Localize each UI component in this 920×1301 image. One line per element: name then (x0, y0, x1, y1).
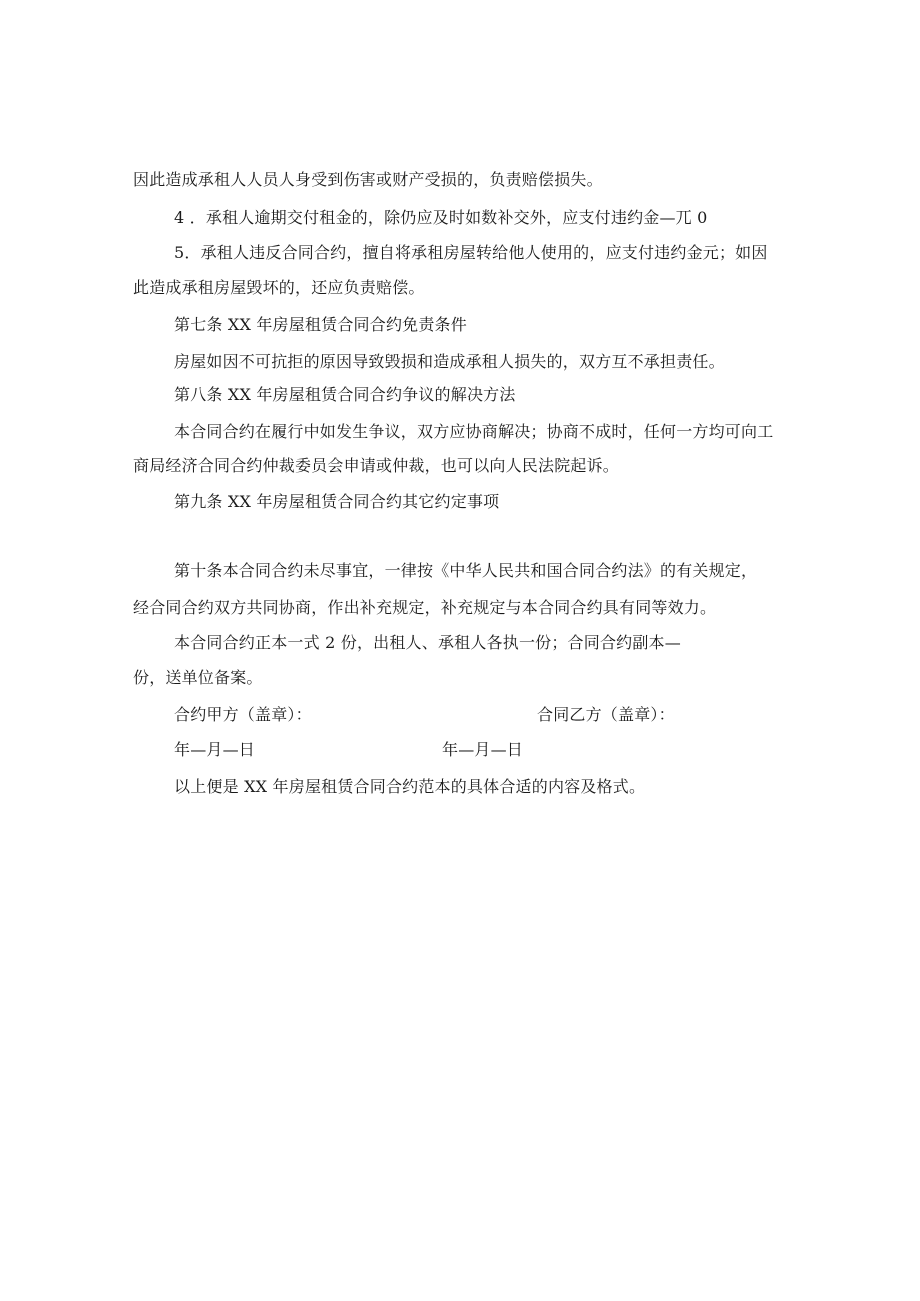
article-8-body-line-2: 商局经济合同合约仲裁委员会申请或仲裁，也可以向人民法院起诉。 (133, 456, 620, 475)
signature-party-a: 合约甲方（盖章）： (174, 705, 312, 724)
signature-party-b: 合同乙方（盖章）： (537, 705, 675, 724)
article-8-heading: 第八条 XX 年房屋租赁合同合约争议的解决方法 (174, 385, 516, 404)
date-party-b: 年—月—日 (442, 740, 524, 759)
clause-5-sublet-line-1: 5．承租人违反合同合约，擅自将承租房屋转给他人使用的，应支付违约金元；如因 (174, 243, 768, 262)
copies-line-1: 本合同合约正本一式 2 份，出租人、承租人各执一份；合同合约副本— (174, 633, 681, 652)
copies-line-2: 份，送单位备案。 (133, 668, 263, 687)
article-10-line-1: 第十条本合同合约未尽事宜，一律按《中华人民共和国合同合约法》的有关规定， (174, 561, 758, 580)
article-10-line-2: 经合同合约双方共同协商，作出补充规定，补充规定与本合同合约具有同等效力。 (133, 598, 717, 617)
closing-statement: 以上便是 XX 年房屋租赁合同合约范本的具体合适的内容及格式。 (174, 777, 646, 796)
clause-5-sublet-line-2: 此造成承租房屋毁坏的，还应负责赔偿。 (133, 278, 425, 297)
date-party-a: 年—月—日 (174, 740, 256, 759)
paragraph-damage-liability: 因此造成承租人人员人身受到伤害或财产受损的，负责赔偿损失。 (133, 170, 603, 189)
article-8-body-line-1: 本合同合约在履行中如发生争议，双方应协商解决；协商不成时，任何一方均可向工 (174, 422, 774, 441)
clause-4-late-rent: 4 ．承租人逾期交付租金的，除仍应及时如数补交外，应支付违约金—兀 0 (174, 208, 708, 227)
article-9-heading: 第九条 XX 年房屋租赁合同合约其它约定事项 (174, 492, 500, 511)
article-7-body: 房屋如因不可抗拒的原因导致毁损和造成承租人损失的，双方互不承担责任。 (174, 352, 725, 371)
article-7-heading: 第七条 XX 年房屋租赁合同合约免责条件 (174, 315, 467, 334)
